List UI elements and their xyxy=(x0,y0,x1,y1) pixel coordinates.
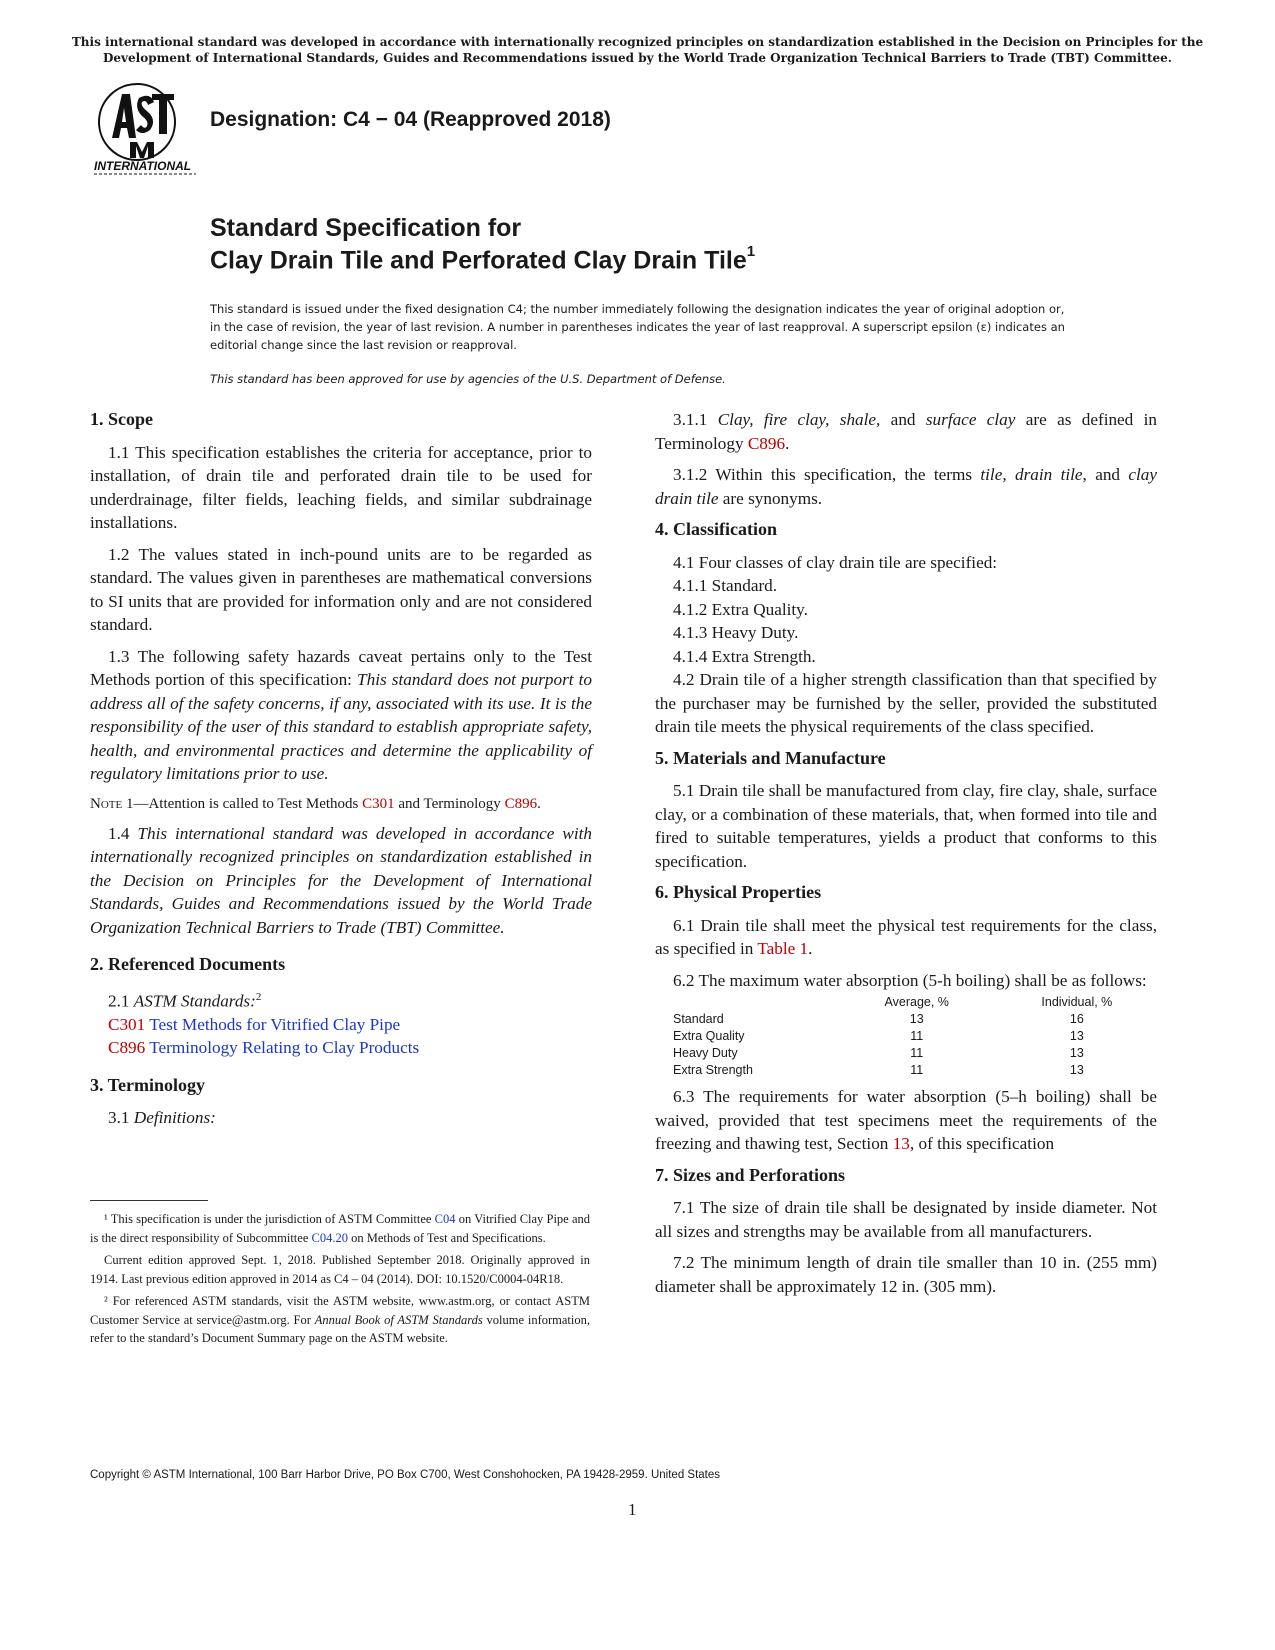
note-text-2: and Terminology xyxy=(394,795,505,812)
ref-c301[interactable] xyxy=(90,1013,592,1037)
fn2-text: ² For referenced ASTM standards, visit the ASTM website, www.astm.org, or contact ASTM Customer Service at service@astm.org. For xyxy=(90,1294,590,1327)
footnote-edition: Current edition approved Sept. 1, 2018. Published September 2018. Originally approved in 1914. Last previous edition approved in 2014 as C4 – 04 (2014). DOI: 10.1520/C0004-04R18. xyxy=(90,1253,590,1286)
section-4-heading: 4. Classification xyxy=(655,519,778,539)
ref-c896-code[interactable]: C896 xyxy=(108,1038,146,1058)
para-5-1: 5.1 Drain tile shall be manufactured from clay, fire clay, shale, surface clay, or a combination of these materials, that, when formed into tile and fired to suitable temperatures, yields a product that conforms to this specification. xyxy=(655,781,1157,871)
para-3-1 xyxy=(90,1106,592,1130)
link-c896-2[interactable]: C896 xyxy=(747,433,786,453)
safety-caveat: This standard does not purport to address all of the safety concerns, if any, associated with its use. It is the responsibility of the user of this standard to establish appropriate safety, health, and environmental practices and determine the applicability of regulatory limitations prior to use. xyxy=(90,670,593,783)
para-6-1 xyxy=(655,914,1157,961)
section-1-heading: 1. Scope xyxy=(90,409,153,429)
p311-and: and xyxy=(880,410,926,429)
p312-terms: tile, drain tile xyxy=(980,465,1083,484)
section-6-heading: 6. Physical Properties xyxy=(655,882,822,902)
para-1-1: 1.1 This specification establishes the criteria for acceptance, prior to installation, of drain tile and perforated drain tile to be used for underdrainage, filter fields, leaching fields, and similar subdrainage installations. xyxy=(90,442,592,532)
row-avg: 11 xyxy=(910,1046,924,1060)
para-2-1-text: ASTM Standards: xyxy=(133,991,256,1011)
astm-logo xyxy=(92,80,202,176)
row-ind: 13 xyxy=(1069,1063,1084,1077)
fn1-text-2: on Vitrified Clay Pipe and is the direct responsibility of Subcommittee xyxy=(90,1212,590,1245)
p311-num: 3.1.1 xyxy=(673,410,718,429)
link-c04-20[interactable]: C04.20 xyxy=(311,1230,348,1245)
para-4-1: 4.1 Four classes of clay drain tile are specified: xyxy=(673,552,998,572)
p312-term2: clay drain tile xyxy=(655,465,1158,508)
para-3-1-1 xyxy=(655,408,1157,455)
row-class: Extra Quality xyxy=(673,1029,745,1043)
para-4-1-1: 4.1.1 Standard. xyxy=(673,576,778,595)
p61-end: . xyxy=(808,939,813,958)
row-class: Standard xyxy=(673,1012,724,1026)
p311-terms: Clay, fire clay, shale, xyxy=(717,410,881,429)
table-header-blank xyxy=(655,994,837,1011)
title-text: Clay Drain Tile and Perforated Clay Drain Tile xyxy=(210,246,747,275)
p312-end: are synonyms. xyxy=(718,488,823,508)
table-header-row xyxy=(655,994,1157,1011)
dod-approval: This standard has been approved for use by agencies of the U.S. Department of Defense. xyxy=(210,372,726,386)
logo-wordmark: INTERNATIONAL xyxy=(94,159,192,173)
issuance-statement: This standard is issued under the fixed designation C4; the number immediately following the designation indicates the year of original adoption or, in the case of revision, the year of last revision. A number in parentheses indicates the year of last reapproval. A superscript epsilon (ε) indicates an editorial change since the last revision or reapproval. xyxy=(210,302,1065,352)
copyright: Copyright © ASTM International, 100 Barr Harbor Drive, PO Box C700, West Conshohocken, PA 19428-2959. United States xyxy=(90,1469,721,1481)
link-section-13[interactable]: 13 xyxy=(892,1134,910,1153)
para-2-1 xyxy=(90,986,592,1013)
ref-c896[interactable] xyxy=(90,1036,592,1060)
note-1 xyxy=(90,794,592,814)
footnote-2-mark[interactable]: 2 xyxy=(255,990,262,1003)
title-line-1: Standard Specification for xyxy=(210,214,522,242)
link-c301[interactable]: C301 xyxy=(362,795,395,812)
para-1-4-number: 1.4 xyxy=(108,823,138,843)
link-c896[interactable]: C896 xyxy=(504,795,538,812)
fn1-text-3: on Methods of Test and Specifications. xyxy=(347,1230,546,1245)
col-individual: Individual, % xyxy=(1041,995,1113,1009)
p311-end: . xyxy=(785,433,790,453)
footnote-1 xyxy=(90,1210,590,1247)
row-ind: 16 xyxy=(1069,1012,1084,1026)
row-ind: 13 xyxy=(1069,1029,1084,1043)
fn2-text-2: volume information, refer to the standard’s Document Summary page on the ASTM website. xyxy=(90,1312,590,1345)
designation: Designation: C4 − 04 (Reapproved 2018) xyxy=(210,108,611,131)
para-3-1-2 xyxy=(655,463,1157,510)
left-column xyxy=(90,408,592,1130)
table-row xyxy=(655,1045,1157,1062)
para-3-1-text: Definitions: xyxy=(133,1108,216,1128)
ref-c301-code[interactable]: C301 xyxy=(108,1014,146,1034)
title-line-2 xyxy=(210,243,756,275)
section-7-heading: 7. Sizes and Perforations xyxy=(655,1164,845,1185)
p311-term2: surface clay xyxy=(925,410,1016,429)
absorption-table xyxy=(655,994,1157,1079)
note-end: . xyxy=(537,795,541,812)
section-5-heading: 5. Materials and Manufacture xyxy=(655,747,886,768)
section-3-heading: 3. Terminology xyxy=(90,1074,206,1095)
row-ind: 13 xyxy=(1069,1046,1084,1060)
col-average: Average, % xyxy=(884,995,949,1009)
note-text: —Attention is called to Test Methods xyxy=(133,795,363,812)
link-c04[interactable]: C04 xyxy=(434,1212,456,1226)
p312-text: 3.1.2 Within this specification, the terms xyxy=(673,465,981,484)
section-2-heading: 2. Referenced Documents xyxy=(90,954,286,974)
para-1-4-text: This international standard was developed in accordance with internationally recognized principles on standardization established in the Decision on Principles for the Development of International Standards, Guides and Recommendations issued by the World Trade Organization Technical Barriers to Trade (TBT) Committee. xyxy=(90,823,592,937)
row-class: Extra Strength xyxy=(673,1063,753,1077)
para-4-1-3: 4.1.3 Heavy Duty. xyxy=(673,623,799,642)
para-3-1-number: 3.1 xyxy=(108,1108,134,1128)
row-avg: 11 xyxy=(910,1029,924,1043)
para-1-2: 1.2 The values stated in inch-pound units are to be regarded as standard. The values given in parentheses are mathematical conversions to SI units that are provided for information only and are not considered standard. xyxy=(90,544,592,634)
para-4-1-2: 4.1.2 Extra Quality. xyxy=(673,599,808,619)
table-row xyxy=(655,1062,1157,1079)
p312-and: , and xyxy=(1082,465,1129,484)
row-class: Heavy Duty xyxy=(673,1046,738,1060)
p61-text: 6.1 Drain tile shall meet the physical test requirements for the class, as specified in xyxy=(655,915,1157,958)
footnote-2 xyxy=(90,1292,590,1348)
row-avg: 11 xyxy=(910,1063,924,1077)
p311-text: are as defined in Terminology xyxy=(655,410,1157,453)
wto-notice: This international standard was developed in accordance with internationally recognized principles on standardization established in the Decision on Principles for the Development of International Standards, Guides and Recommendations issued by the World Trade Organization Technical Barriers to Trade (TBT) Committee. xyxy=(71,35,1204,65)
ref-c896-title[interactable]: Terminology Relating to Clay Products xyxy=(145,1038,420,1058)
note-label: Note 1 xyxy=(90,795,134,812)
para-4-2: 4.2 Drain tile of a higher strength classification than that specified by the purchaser may be furnished by the seller, provided the substituted drain tile meets the physical requirements of the class specified. xyxy=(655,670,1157,736)
row-avg: 13 xyxy=(909,1012,924,1026)
para-6-2: 6.2 The maximum water absorption (5-h boiling) shall be as follows: xyxy=(673,970,1147,990)
fn2-italic: Annual Book of ASTM Standards xyxy=(314,1312,483,1327)
fn1-text: ¹ This specification is under the jurisdiction of ASTM Committee xyxy=(104,1212,435,1226)
para-1-3-text: 1.3 The following safety hazards caveat pertains only to the Test Methods portion of this specification: xyxy=(90,646,592,689)
title-footnote-mark[interactable]: 1 xyxy=(746,243,756,260)
link-table-1[interactable]: Table 1 xyxy=(757,939,809,958)
page-number: 1 xyxy=(628,1500,637,1519)
right-column xyxy=(655,408,1157,1306)
para-6-3 xyxy=(655,1085,1157,1156)
para-7-2: 7.2 The minimum length of drain tile smaller than 10 in. (255 mm) diameter shall be approximately 12 in. (305 mm). xyxy=(655,1253,1157,1296)
para-2-1-number: 2.1 xyxy=(108,991,134,1011)
table-row xyxy=(655,1011,1157,1028)
ref-c301-title[interactable]: Test Methods for Vitrified Clay Pipe xyxy=(145,1014,401,1034)
footnotes xyxy=(90,1210,590,1352)
para-7-1: 7.1 The size of drain tile shall be designated by inside diameter. Not all sizes and strengths may be available from all manufacturers. xyxy=(655,1198,1157,1241)
para-1-4 xyxy=(90,822,592,940)
table-row xyxy=(655,1028,1157,1045)
p63-text: 6.3 The requirements for water absorption (5–h boiling) shall be waived, provided that test specimens meet the requirements of the freezing and thawing test, Section xyxy=(655,1087,1157,1153)
para-4-1-4: 4.1.4 Extra Strength. xyxy=(673,646,816,666)
footnote-rule xyxy=(90,1200,208,1201)
para-1-3 xyxy=(90,645,592,786)
p63-end: , of this specification xyxy=(909,1134,1055,1153)
